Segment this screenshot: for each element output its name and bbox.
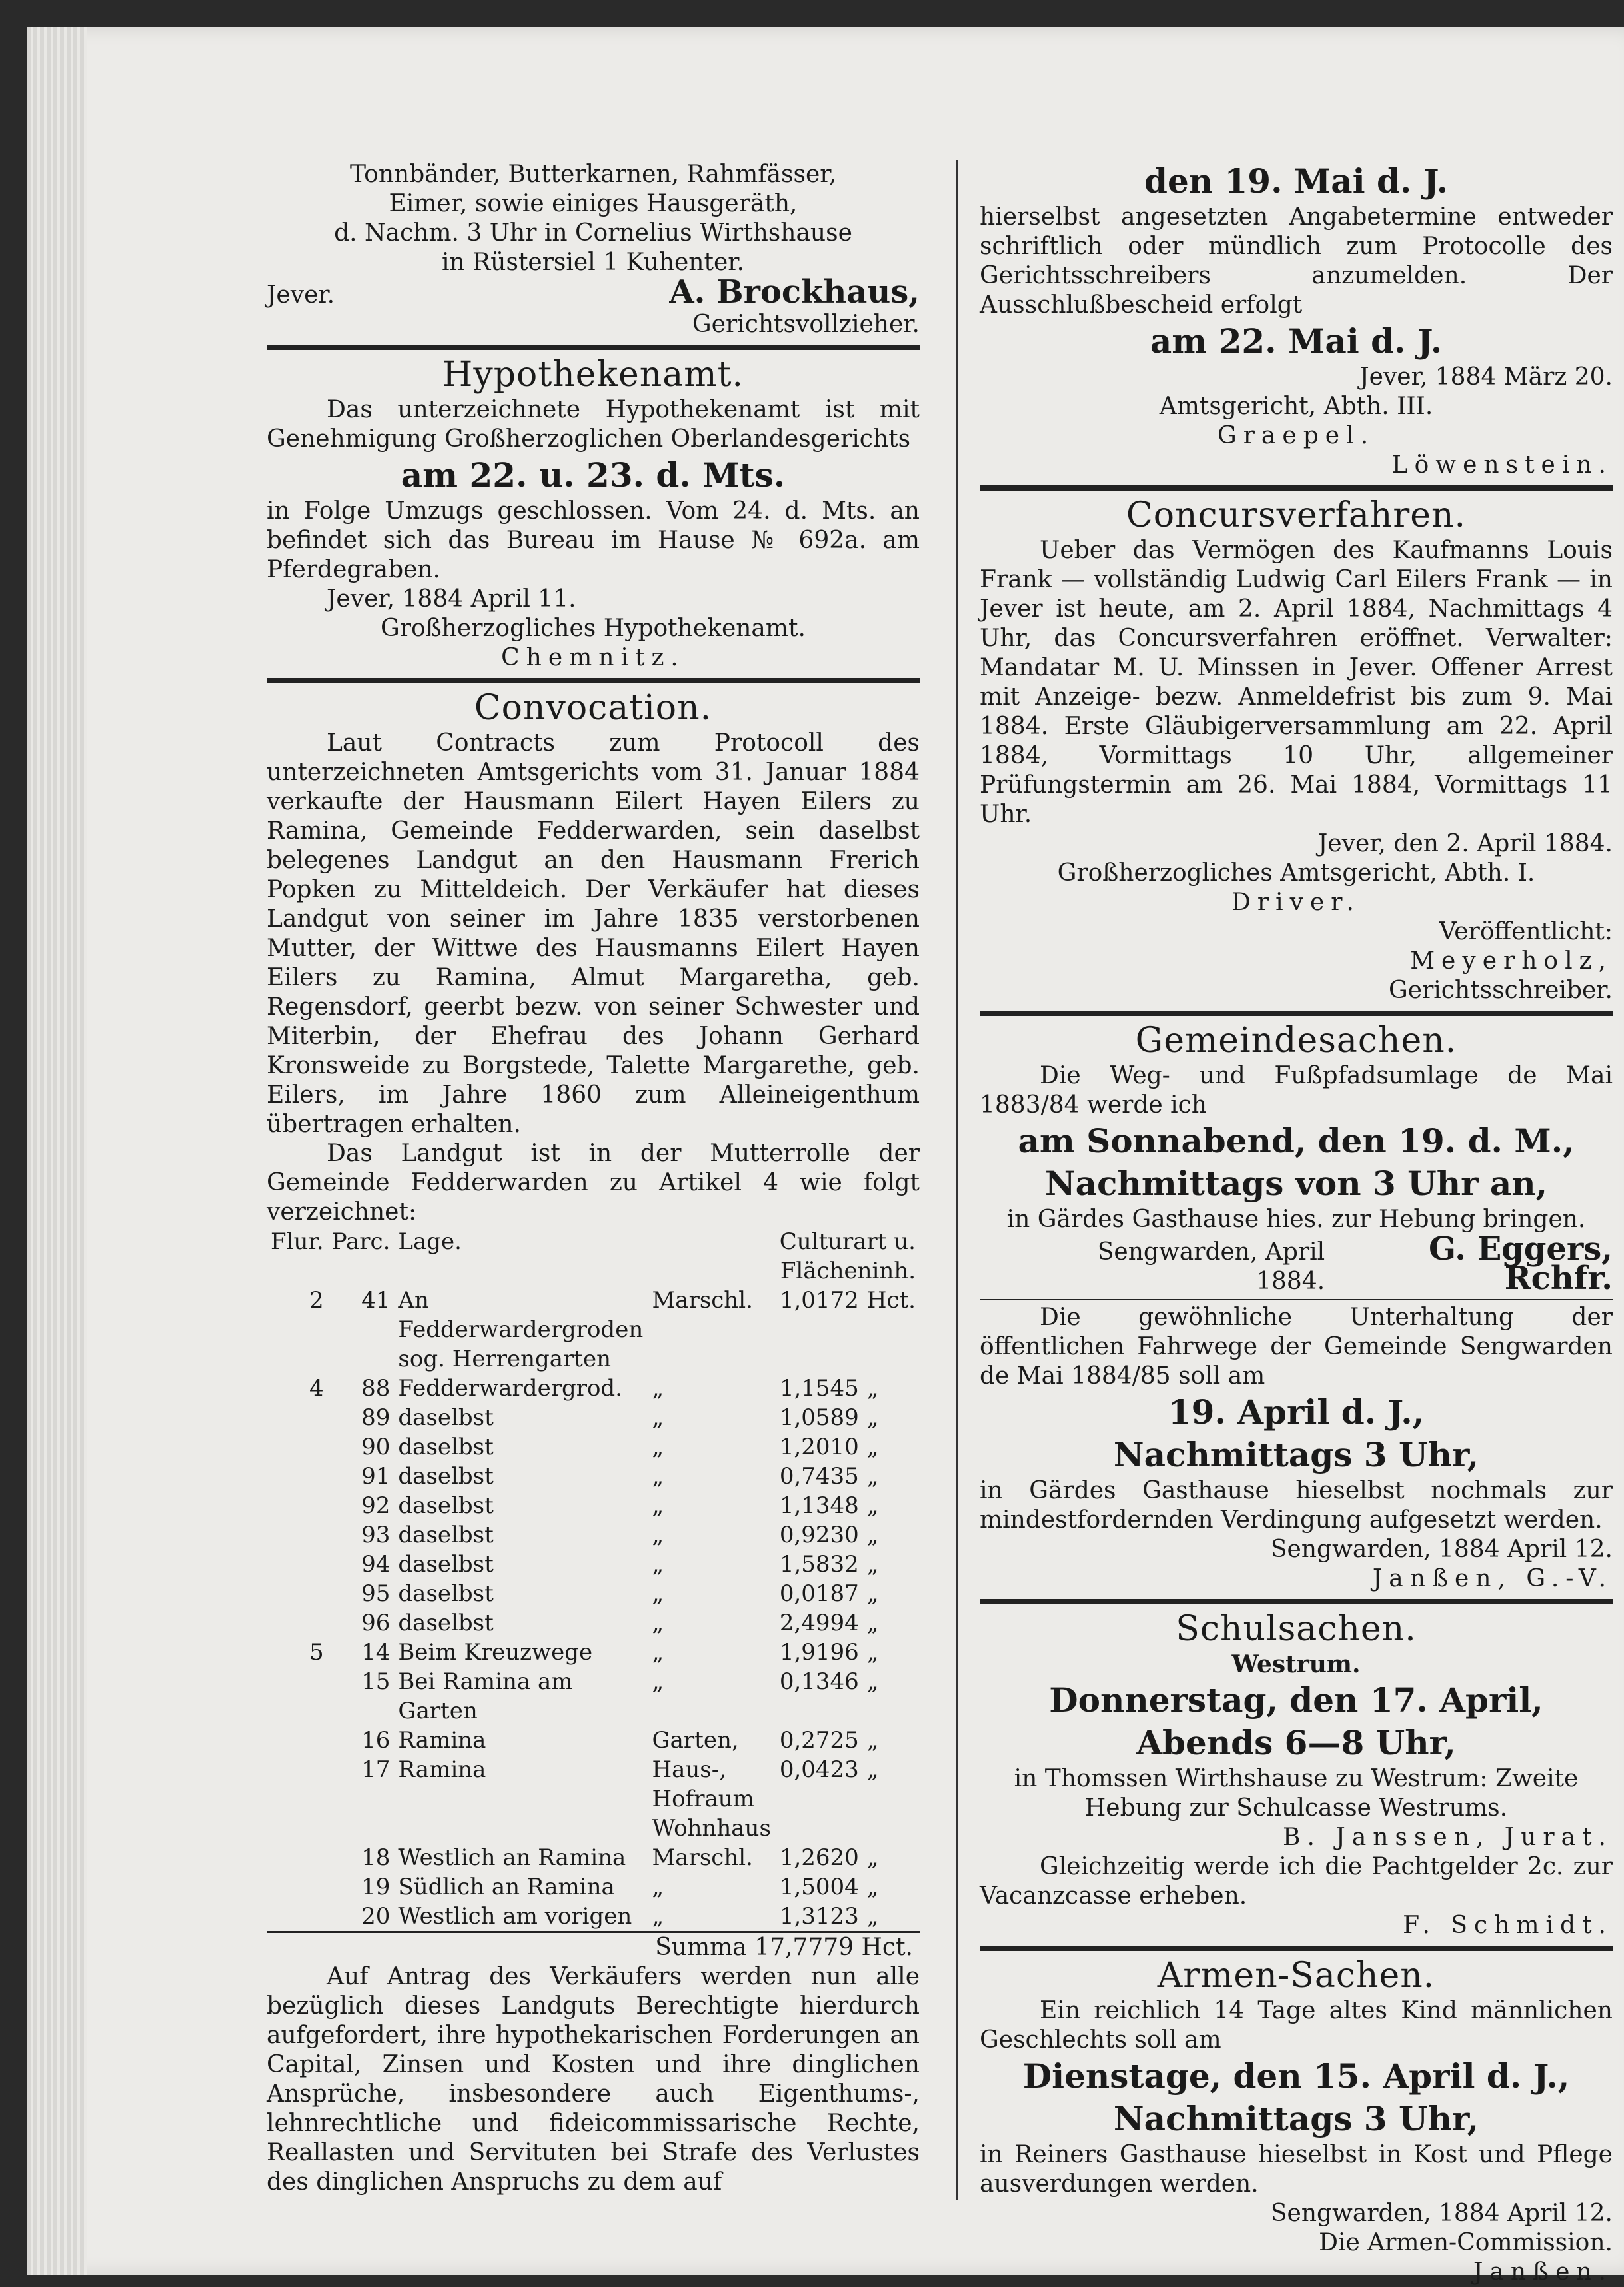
table-cell: „ — [866, 1580, 879, 1607]
table-cell: „ — [866, 1492, 879, 1519]
table-cell: 19 — [361, 1874, 391, 1900]
table-row — [267, 1755, 920, 1843]
table-cell: „ — [652, 1375, 664, 1402]
event-date: Donnerstag, den 17. April, — [1049, 1680, 1543, 1720]
sum-line: Summa 17,7779 Hct. — [267, 1931, 920, 1962]
table-cell — [267, 1403, 328, 1432]
table-header — [267, 1227, 920, 1286]
table-cell: Bei Ramina am Garten — [398, 1668, 573, 1724]
table-cell: 0,9230 — [779, 1522, 859, 1548]
commission-name: Die Armen-Commission. — [1319, 2229, 1613, 2256]
table-cell — [267, 1608, 328, 1638]
table-cell: Westlich am vorigen — [398, 1903, 632, 1930]
table-cell: „ — [652, 1580, 664, 1607]
table-cell: „ — [866, 1610, 879, 1636]
section-rule — [980, 1599, 1613, 1604]
table-cell: daselbst — [398, 1580, 494, 1607]
table-row — [267, 1726, 920, 1755]
table-cell: 20 — [361, 1903, 391, 1930]
table-cell — [267, 1462, 328, 1491]
table-cell: 16 — [361, 1727, 391, 1754]
table-cell: 5 — [309, 1639, 324, 1666]
table-cell: „ — [866, 1551, 879, 1578]
term-date: am 22. Mai d. J. — [1150, 321, 1443, 361]
concurs-title: Concursverfahren. — [1126, 495, 1467, 535]
hyp-text: Das unterzeichnete Hypothekenamt ist mit Genehmigung Großherzoglichen Oberlandesgerichts — [267, 396, 920, 453]
convocation-text: Laut Contracts zum Protocoll des unterzeichneten Amtsgerichts vom 31. Januar 1884 verkaufte der Hausmann Eilert Hayen Eilers zu Ramina, Gemeinde Fedderwarden, sein daselbst belegenes Landgut an den Hausmann Frerich Popken zu Mitteldeich. Der Verkäufer hat dieses Landgut von seiner im Jahre 1835 verstorbenen Mutter, der Wittwe des Hausmanns Eilert Hayen Eilers zu Ramina, Almut Margaretha, geb. Regensdorf, geerbt bezw. von seiner Schwester und Miterbin, der Ehefrau des Johann Gerhard Kronsweide zu Borgstede, Talette Margarethe, geb. Eilers, im Jahre 1860 zum Alleineigenthum übertragen erhalten. — [267, 729, 920, 1138]
header-cell: Parc. — [331, 1228, 391, 1255]
signer-name: F. Schmidt. — [1403, 1912, 1613, 1939]
auction-line: Tonnbänder, Butterkarnen, Rahmfässer, — [349, 161, 837, 188]
table-cell: „ — [652, 1668, 664, 1695]
left-column — [267, 160, 920, 2197]
event-time: Nachmittags 3 Uhr, — [1113, 1435, 1479, 1474]
table-cell — [267, 1432, 328, 1462]
table-cell: 1,1545 — [779, 1375, 859, 1402]
clerk-name: Löwenstein. — [1391, 451, 1613, 479]
clerk-role: Gerichtsschreiber. — [1389, 977, 1613, 1004]
table-cell: 1,2010 — [779, 1434, 859, 1460]
table-cell: daselbst — [398, 1463, 494, 1490]
body-text: Ein reichlich 14 Tage altes Kind männlichen Geschlechts soll am — [980, 1997, 1613, 2054]
table-cell: 1,5004 — [779, 1874, 859, 1900]
hyp-dates: am 22. u. 23. d. Mts. — [401, 455, 786, 495]
table-row — [267, 1902, 920, 1931]
place-date: Sengwarden, 1884 April 12. — [1270, 1536, 1613, 1563]
schul-title: Schulsachen. — [1176, 1609, 1417, 1649]
table-row — [267, 1491, 920, 1520]
table-row — [267, 1462, 920, 1491]
parcel-table — [267, 1227, 920, 1931]
signer-name: G. Eggers, Rchfr. — [1429, 1230, 1613, 1297]
event-time: Nachmittags 3 Uhr, — [1113, 2099, 1479, 2138]
table-cell: 1,1348 — [779, 1492, 859, 1519]
table-cell: „ — [652, 1639, 664, 1666]
table-cell: 94 — [361, 1551, 391, 1578]
table-cell: 93 — [361, 1522, 391, 1548]
event-date: 19. April d. J., — [1168, 1392, 1425, 1432]
judge-name: Graepel. — [1217, 422, 1375, 449]
table-cell: Hct. — [866, 1287, 916, 1314]
place-date: Sengwarden, 1884 April 12. — [1270, 2200, 1613, 2227]
body-text: hierselbst angesetzten Angabetermine entweder schriftlich oder mündlich zum Protocolle des Gerichtsschreibers anzumelden. Der Ausschlußbescheid erfolgt — [980, 203, 1613, 319]
header-cell: Flur. — [271, 1228, 324, 1255]
table-row — [267, 1403, 920, 1432]
schul-subtitle: Westrum. — [1231, 1650, 1361, 1678]
hypothekenamt-title: Hypothekenamt. — [442, 355, 744, 395]
table-cell: „ — [866, 1639, 879, 1666]
table-cell: 91 — [361, 1463, 391, 1490]
table-cell: 0,2725 — [779, 1727, 859, 1754]
body-text: Die gewöhnliche Unterhaltung der öffentlichen Fahrwege der Gemeinde Sengwarden de Mai 1884/85 soll am — [980, 1304, 1613, 1390]
table-cell: daselbst — [398, 1551, 494, 1578]
table-cell: 90 — [361, 1434, 391, 1460]
table-row — [267, 1608, 920, 1638]
table-cell: „ — [652, 1522, 664, 1548]
table-cell — [267, 1872, 328, 1902]
published-label: Veröffentlicht: — [1439, 918, 1613, 945]
court-name: Amtsgericht, Abth. III. — [1159, 393, 1433, 420]
table-cell: Fedderwardergrod. — [398, 1375, 623, 1402]
table-cell: daselbst — [398, 1492, 494, 1519]
table-cell: „ — [866, 1434, 879, 1460]
body-text: Gleichzeitig werde ich die Pachtgelder 2c. zur Vacanzcasse erheben. — [980, 1853, 1613, 1910]
table-cell: Ramina — [398, 1727, 486, 1754]
table-cell: An Fedderwardergroden sog. Herrengarten — [398, 1287, 644, 1372]
table-row — [267, 1667, 920, 1726]
armen-title: Armen-Sachen. — [1157, 1956, 1435, 1996]
judge-name: Driver. — [1231, 889, 1361, 916]
table-cell: „ — [866, 1668, 879, 1695]
table-row — [267, 1374, 920, 1403]
table-cell: „ — [866, 1522, 879, 1548]
table-cell — [267, 1579, 328, 1608]
body-text: in Reiners Gasthause hieselbst in Kost und Pflege ausverdungen werden. — [980, 2141, 1613, 2198]
hyp-text: in Folge Umzugs geschlossen. Vom 24. d. Mts. an befindet sich das Bureau im Hause № 692a. am Pferdegraben. — [267, 497, 920, 583]
thin-rule — [980, 1299, 1613, 1300]
auction-place: Jever. — [267, 281, 335, 309]
table-cell — [267, 1667, 328, 1726]
table-body — [267, 1286, 920, 1931]
table-cell: „ — [866, 1375, 879, 1402]
place-date: Sengwarden, April 1884. — [1097, 1238, 1325, 1295]
table-cell: 14 — [361, 1639, 391, 1666]
table-cell: 2,4994 — [779, 1610, 859, 1636]
table-cell: „ — [652, 1551, 664, 1578]
court-name: Großherzogliches Amtsgericht, Abth. I. — [1057, 859, 1535, 887]
table-cell: „ — [652, 1874, 664, 1900]
table-cell: Ramina — [398, 1756, 486, 1783]
table-cell: 0,0423 — [779, 1756, 859, 1783]
hyp-place: Jever, 1884 April 11. — [327, 585, 576, 613]
table-cell: 41 — [361, 1287, 391, 1314]
table-row — [267, 1520, 920, 1550]
table-cell: Beim Kreuzwege — [398, 1639, 593, 1666]
table-cell: 15 — [361, 1668, 391, 1695]
body-text: Ueber das Vermögen des Kaufmanns Louis Frank — vollständig Ludwig Carl Eilers Frank — in Jever ist heute, am 2. April 1884, Nachmittags 4 Uhr, das Concursverfahren eröffnet. Verwalter: Mandatar M. U. Minssen in Jever. Offener Arrest mit Anzeige- bezw. Anmeldefrist bis zum 9. Mai 1884. Erste Gläubigerversammlung am 22. April 1884, Vormittags 10 Uhr, allgemeiner Prüfungstermin am 26. Mai 1884, Vormittags 11 Uhr. — [980, 537, 1613, 828]
body-text: in Gärdes Gasthause hieselbst nochmals zur mindestfordernden Verdingung aufgesetzt werden. — [980, 1477, 1613, 1534]
auction-line: Eimer, sowie einiges Hausgeräth, — [389, 190, 798, 217]
term-date: den 19. Mai d. J. — [1144, 161, 1449, 201]
signature — [980, 1230, 1613, 1297]
table-cell — [267, 1902, 328, 1931]
table-cell: 1,0589 — [779, 1404, 859, 1431]
auction-name: A. Brockhaus, — [669, 273, 920, 311]
body-text: in Gärdes Gasthause hies. zur Hebung bringen. — [1006, 1206, 1586, 1233]
table-cell: „ — [866, 1903, 879, 1930]
table-cell — [267, 1843, 328, 1872]
table-cell: 4 — [309, 1375, 324, 1402]
section-rule — [980, 485, 1613, 491]
table-row — [267, 1579, 920, 1608]
table-cell: 1,2620 — [779, 1844, 859, 1871]
auction-role: Gerichtsvollzieher. — [692, 311, 920, 338]
table-cell: 89 — [361, 1404, 391, 1431]
table-cell: 2 — [309, 1287, 324, 1314]
signer-name: Janßen. — [1473, 2258, 1613, 2286]
column-divider — [956, 160, 958, 2200]
section-rule — [267, 678, 920, 683]
table-cell — [267, 1726, 328, 1755]
page-edge — [27, 27, 87, 2275]
event-time: Nachmittags von 3 Uhr an, — [1044, 1164, 1548, 1203]
header-cell: Culturart u. Flächeninh. — [779, 1228, 916, 1284]
table-cell: „ — [866, 1463, 879, 1490]
auction-notice — [267, 160, 920, 277]
gemeinde-title: Gemeindesachen. — [1135, 1021, 1457, 1061]
table-cell: 0,1346 — [779, 1668, 859, 1695]
auction-line: in Rüstersiel 1 Kuhenter. — [442, 249, 744, 276]
table-cell: „ — [866, 1756, 879, 1783]
signer-name: Janßen, G.-V. — [1372, 1565, 1613, 1592]
table-cell: Westlich an Ramina — [398, 1844, 626, 1871]
right-column — [980, 160, 1613, 2287]
table-row — [267, 1286, 920, 1374]
table-cell: 0,7435 — [779, 1463, 859, 1490]
table-cell: Garten, — [652, 1727, 739, 1754]
auction-signature — [267, 273, 920, 311]
table-cell: „ — [866, 1844, 879, 1871]
table-cell — [267, 1755, 328, 1843]
table-cell: „ — [652, 1903, 664, 1930]
table-cell: 96 — [361, 1610, 391, 1636]
convocation-text: Auf Antrag des Verkäufers werden nun alle bezüglich dieses Landguts Berechtigte hierdurch aufgefordert, ihre hypothekarischen Forderungen an Capital, Zinsen und Kosten und ihre dinglichen Ansprüche, insbesondere auch Eigenthums-, lehnrechtliche und fideicommissarische Rechte, Reallasten und Servituten bei Strafe des Verlustes des dinglichen Anspruchs zu dem auf — [267, 1963, 920, 2196]
table-cell: daselbst — [398, 1434, 494, 1460]
event-date: am Sonnabend, den 19. d. M., — [1018, 1121, 1575, 1160]
hyp-office: Großherzogliches Hypothekenamt. — [381, 615, 806, 642]
body-text: Die Weg- und Fußpfadsumlage de Mai 1883/84 werde ich — [980, 1062, 1613, 1119]
table-cell: 95 — [361, 1580, 391, 1607]
table-cell: daselbst — [398, 1610, 494, 1636]
table-cell: „ — [652, 1434, 664, 1460]
table-cell: „ — [652, 1404, 664, 1431]
table-cell: „ — [866, 1404, 879, 1431]
table-cell: „ — [652, 1463, 664, 1490]
signer-name: B. Janssen, Jurat. — [1283, 1824, 1613, 1851]
table-cell: Marschl. — [652, 1287, 753, 1314]
table-cell: Marschl. — [652, 1844, 753, 1871]
table-cell: Südlich an Ramina — [398, 1874, 615, 1900]
convocation-title: Convocation. — [474, 688, 712, 728]
table-cell: 18 — [361, 1844, 391, 1871]
table-cell: Haus-, Hofraum Wohnhaus — [652, 1756, 771, 1842]
table-cell: 0,0187 — [779, 1580, 859, 1607]
table-row — [267, 1638, 920, 1667]
section-rule — [980, 1946, 1613, 1951]
header-cell: Lage. — [398, 1228, 462, 1255]
table-cell: „ — [866, 1874, 879, 1900]
table-cell: 88 — [361, 1375, 391, 1402]
event-time: Abends 6—8 Uhr, — [1136, 1723, 1456, 1762]
table-cell: 17 — [361, 1756, 391, 1783]
table-row — [267, 1550, 920, 1579]
table-cell: 1,9196 — [779, 1639, 859, 1666]
table-cell — [267, 1520, 328, 1550]
clerk-name: Meyerholz, — [1410, 947, 1613, 975]
table-cell: 1,5832 — [779, 1551, 859, 1578]
table-cell: „ — [866, 1727, 879, 1754]
hyp-name: Chemnitz. — [501, 644, 685, 671]
place-date: Jever, 1884 März 20. — [1359, 363, 1613, 391]
table-cell: 1,0172 — [779, 1287, 859, 1314]
event-date: Dienstage, den 15. April d. J., — [1022, 2056, 1570, 2096]
table-cell — [267, 1491, 328, 1520]
table-row — [267, 1872, 920, 1902]
table-cell: „ — [652, 1492, 664, 1519]
newspaper-page — [27, 27, 1624, 2286]
auction-line: d. Nachm. 3 Uhr in Cornelius Wirthshause — [334, 219, 852, 247]
table-cell — [267, 1550, 328, 1579]
section-rule — [267, 345, 920, 350]
body-text: in Thomssen Wirthshause zu Westrum: Zweite Hebung zur Schulcasse Westrums. — [1014, 1765, 1579, 1822]
table-row — [267, 1843, 920, 1872]
table-row — [267, 1432, 920, 1462]
table-cell: daselbst — [398, 1404, 494, 1431]
table-cell: „ — [652, 1610, 664, 1636]
table-cell: 92 — [361, 1492, 391, 1519]
place-date: Jever, den 2. April 1884. — [1317, 830, 1613, 857]
table-cell: daselbst — [398, 1522, 494, 1548]
table-cell: 1,3123 — [779, 1903, 859, 1930]
convocation-text: Das Landgut ist in der Mutterrolle der Gemeinde Fedderwarden zu Artikel 4 wie folgt verzeichnet: — [267, 1140, 920, 1226]
section-rule — [980, 1011, 1613, 1016]
